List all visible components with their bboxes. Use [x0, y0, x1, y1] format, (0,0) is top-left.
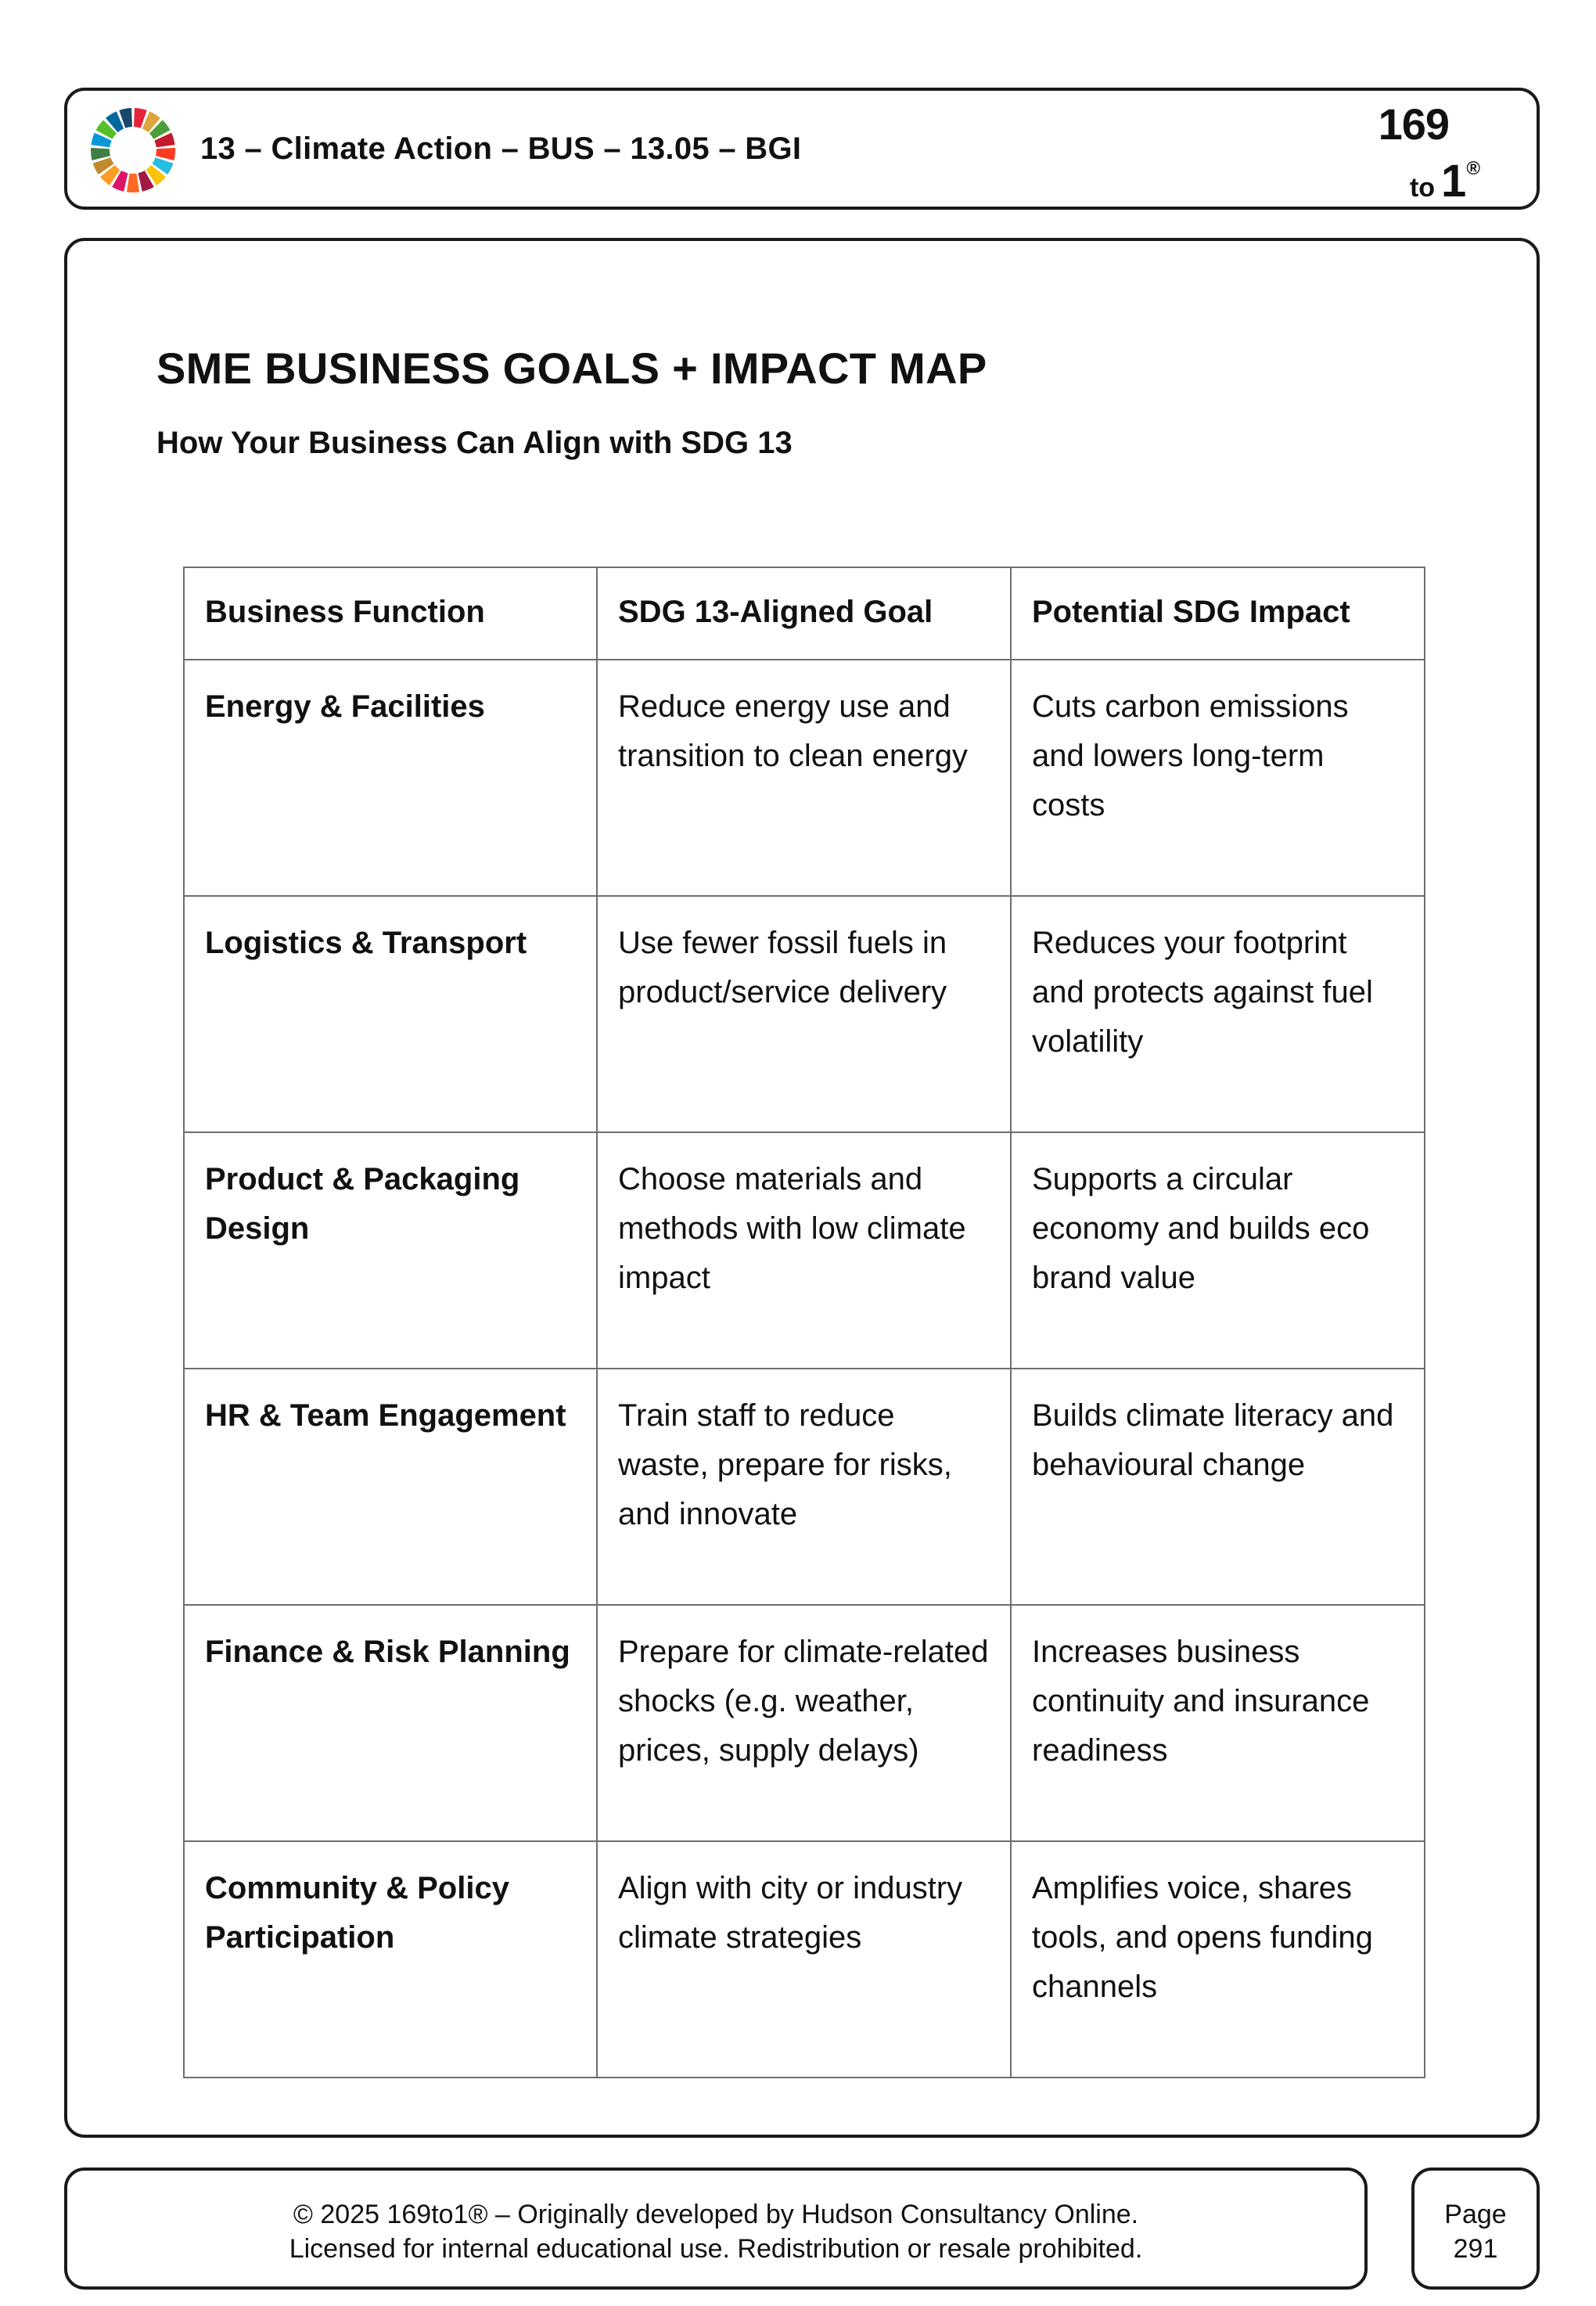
table-header-row: [184, 567, 1425, 660]
impact-cell: Cuts carbon emissions and lowers long-term costs: [1011, 660, 1425, 896]
aligned-goal-cell: Prepare for climate-related shocks (e.g. weather, prices, supply delays): [597, 1605, 1011, 1841]
sdg-wheel-logo: [89, 106, 177, 194]
business-function-cell: Finance & Risk Planning: [184, 1605, 597, 1841]
document-code-title: 13 – Climate Action – BUS – 13.05 – BGI: [200, 131, 802, 166]
logo-wheel-segment: [127, 174, 139, 192]
content-panel: [64, 238, 1540, 2138]
page-number-box: [1411, 2167, 1540, 2290]
aligned-goal-cell: Choose materials and methods with low climate impact: [597, 1132, 1011, 1369]
table-row: [184, 1132, 1425, 1369]
column-header-function: Business Function: [184, 567, 597, 660]
business-function-cell: Product & Packaging Design: [184, 1132, 597, 1369]
page-number: 291: [1453, 2234, 1498, 2264]
copyright-notice: [67, 2197, 1364, 2266]
impact-cell: Supports a circular economy and builds eco brand value: [1011, 1132, 1425, 1369]
business-function-cell: HR & Team Engagement: [184, 1369, 597, 1605]
copyright-line: © 2025 169to1® – Originally developed by Hudson Consultancy Online.: [293, 2200, 1139, 2229]
table-row: [184, 896, 1425, 1132]
registered-mark: ®: [1466, 158, 1480, 179]
impact-map-table: [183, 567, 1425, 2078]
copyright-footer: [64, 2167, 1368, 2290]
impact-cell: Increases business continuity and insurance readiness: [1011, 1605, 1425, 1841]
column-header-goal: SDG 13-Aligned Goal: [597, 567, 1011, 660]
impact-cell: Reduces your footprint and protects against fuel volatility: [1011, 896, 1425, 1132]
impact-cell: Builds climate literacy and behavioural change: [1011, 1369, 1425, 1605]
page-indicator: [1414, 2197, 1537, 2266]
brand-logo-to1: [1410, 155, 1480, 207]
logo-wheel-segment: [91, 148, 110, 160]
business-function-cell: Logistics & Transport: [184, 896, 597, 1132]
page-subtitle: How Your Business Can Align with SDG 13: [156, 426, 793, 460]
aligned-goal-cell: Use fewer fossil fuels in product/service delivery: [597, 896, 1011, 1132]
license-line: Licensed for internal educational use. Redistribution or resale prohibited.: [289, 2234, 1143, 2264]
brand-to-text: to: [1409, 173, 1436, 203]
aligned-goal-cell: Reduce energy use and transition to clean energy: [597, 660, 1011, 896]
brand-logo-169: 169: [1378, 99, 1449, 149]
table-row: [184, 1841, 1425, 2078]
brand-one-text: 1: [1441, 156, 1467, 207]
page-label: Page: [1444, 2200, 1507, 2229]
business-function-cell: Community & Policy Participation: [184, 1841, 597, 2078]
logo-wheel-segment: [156, 148, 175, 160]
header-bar: [64, 88, 1540, 210]
table-row: [184, 660, 1425, 896]
table-row: [184, 1605, 1425, 1841]
column-header-impact: Potential SDG Impact: [1011, 567, 1425, 660]
page-title: SME BUSINESS GOALS + IMPACT MAP: [156, 344, 987, 393]
impact-cell: Amplifies voice, shares tools, and opens funding channels: [1011, 1841, 1425, 2078]
table-row: [184, 1369, 1425, 1605]
aligned-goal-cell: Train staff to reduce waste, prepare for risks, and innovate: [597, 1369, 1011, 1605]
aligned-goal-cell: Align with city or industry climate strategies: [597, 1841, 1011, 2078]
business-function-cell: Energy & Facilities: [184, 660, 597, 896]
